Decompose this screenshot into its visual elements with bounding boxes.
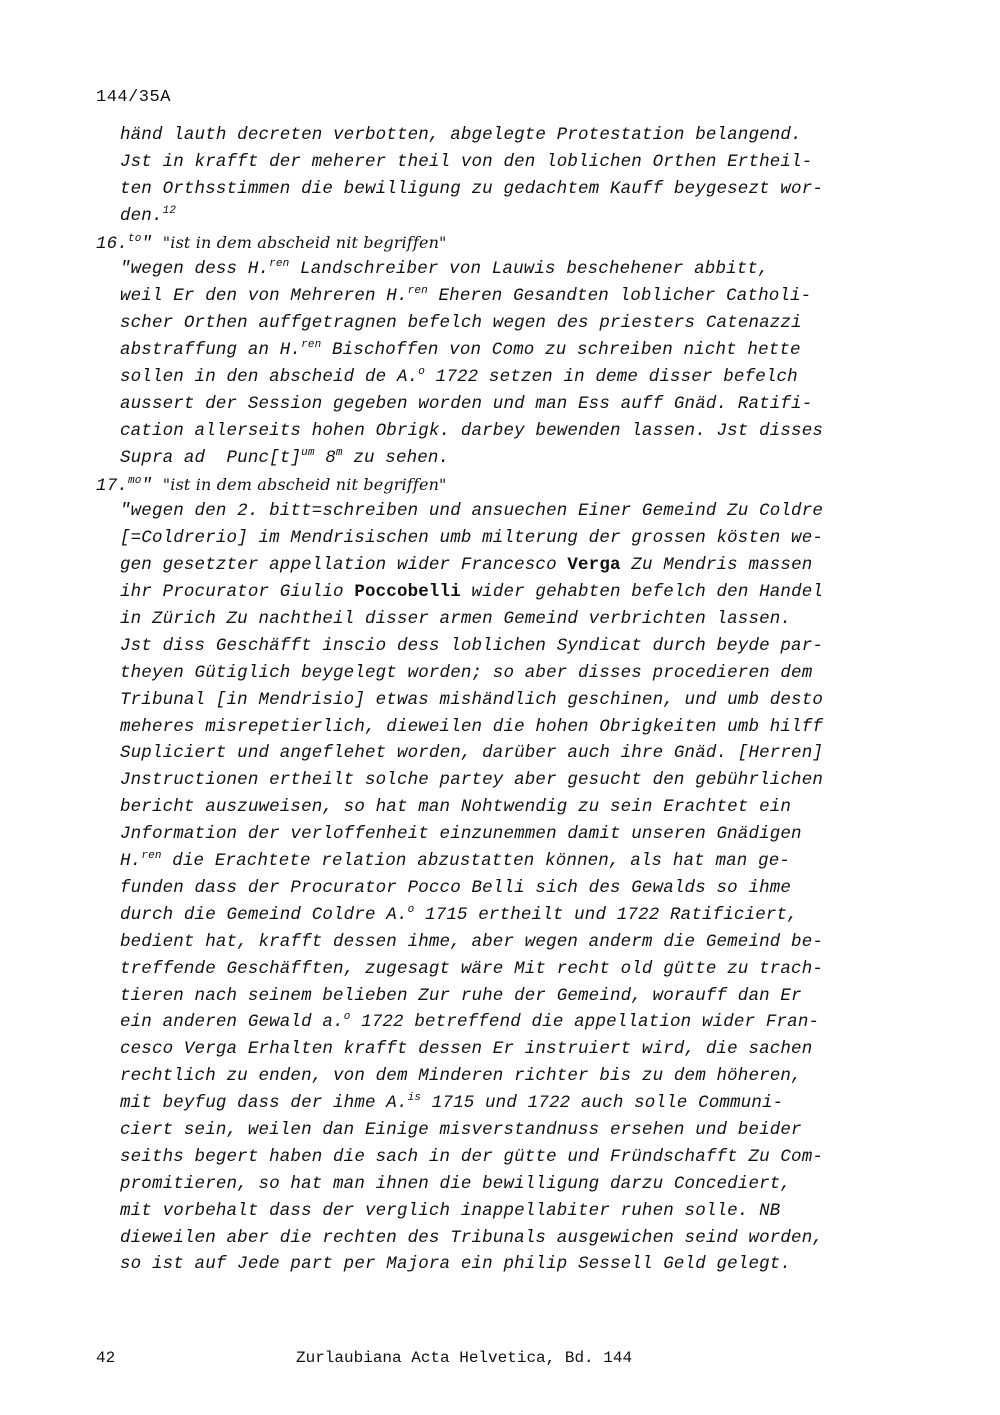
text-fragment: Zu Mendris massen [620,555,813,576]
text-fragment: weil Er den von Mehreren H. [120,286,408,307]
text-fragment: ihr Procurator Giulio [120,582,355,603]
text-line: seiths begert haben die sach in der gütte und Fründschafft Zu Com- [120,1146,824,1167]
text-line [120,848,860,875]
text-line: [=Coldrerio] im Mendrisischen umb milterung der grossen kösten we- [120,528,824,549]
text-fragment: den. [120,205,163,226]
text-line: scher Orthen auffgetragnen befelch wegen des priesters Catenazzi [120,313,802,334]
text-line: theyen Gütiglich beygelegt worden; so aber disses procedieren dem [120,662,813,683]
item-number: 17. [96,475,128,496]
text-line: Jst diss Geschäfft inscio dess loblichen Syndicat durch beyde par- [120,635,824,656]
text-line: cation allerseits hohen Obrigk. darbey bewenden lassen. Jst disses [120,420,824,441]
item-number: 16. [96,233,128,254]
superscript: o [343,1011,351,1024]
text-line [120,902,860,929]
text-line: so ist auf Jede part per Majora ein philip Sessell Geld gelegt. [120,1254,792,1275]
text-line: "wegen den 2. bitt=schreiben und ansuechen Einer Gemeind Zu Coldre [120,501,824,522]
text-line: ten Orthsstimmen die bewilligung zu gedachtem Kauff beygesezt wor- [120,178,824,199]
text-line: promitieren, so hat man ihnen die bewilligung darzu Concediert, [120,1173,792,1194]
text-fragment: wider gehabten befelch den Handel [460,582,824,603]
text-line [120,283,860,310]
item-16-heading [96,230,860,257]
text-line [120,1009,860,1036]
text-line: Jnstructionen ertheilt solche partey aber gesucht den gebührlichen [120,770,824,791]
text-fragment: gen gesetzter appellation wider Francesco [120,555,568,576]
text-fragment: "wegen dess H. [120,259,270,280]
text-line: tieren nach seinem belieben Zur ruhe der Gemeind, worauff dan Er [120,985,802,1006]
text-fragment: Supra ad Punc[t] [120,447,302,468]
text-line [120,256,860,283]
bold-name: Verga [567,555,621,576]
text-fragment: Bischoffen von Como zu schreiben nicht hette [321,340,801,361]
page-number: 42 [96,1349,116,1367]
text-line: händ lauth decreten verbotten, abgelegte Protestation belangend. [120,125,802,145]
document-body [96,122,860,1278]
superscript: ren [407,285,428,298]
text-line [120,203,860,230]
superscript: um [301,446,315,459]
text-fragment: die Erachtete relation abzustatten können, als hat man ge- [161,851,791,872]
ordinal-suffix: mo [127,474,142,487]
text-fragment: 8 [314,447,336,468]
text-line: in Zürich Zu nachtheil disser armen Gemeind verbrichten lassen. [120,609,792,630]
ordinal-suffix: to [127,232,142,245]
item-17-heading [96,472,860,499]
journal-title: Zurlaubiana Acta Helvetica, Bd. 144 [296,1349,633,1367]
handwritten-note: "ist in dem abscheid nit begriffen" [162,232,447,252]
text-line: aussert der Session gegeben worden und man Ess auff Gnäd. Ratifi- [120,393,813,414]
text-line [120,445,860,472]
quote-mark: " [141,475,163,496]
text-line: bericht auszuweisen, so hat man Nohtwendig zu sein Erachtet ein [120,797,792,818]
text-fragment: sollen in den abscheid de A. [120,367,419,388]
text-line [120,579,860,606]
text-line [120,364,860,391]
text-fragment: 1722 betreffend die appellation wider Fran- [350,1012,820,1033]
text-line: meheres misrepetierlich, dieweilen die hohen Obrigkeiten umb hilff [120,716,824,737]
superscript: o [418,366,426,379]
text-fragment: H. [120,851,142,872]
text-fragment: Landschreiber von Lauwis beschehener abbitt, [289,259,769,280]
superscript: o [407,903,415,916]
text-line [120,337,860,364]
text-line: funden dass der Procurator Pocco Belli sich des Gewalds so ihme [120,877,792,898]
text-line: Jst in krafft der meherer theil von den loblichen Orthen Ertheil- [120,151,813,172]
handwritten-note: "ist in dem abscheid nit begriffen" [162,474,447,494]
superscript: ren [301,339,322,352]
text-line: bedient hat, krafft dessen ihme, aber wegen anderm die Gemeind be- [120,931,824,952]
text-line: rechtlich zu enden, von dem Minderen richter bis zu dem höheren, [120,1066,802,1087]
text-line: Supliciert und angeflehet worden, darüber auch ihre Gnäd. [Herren] [120,743,824,764]
text-fragment: 1715 ertheilt und 1722 Ratificiert, [414,904,798,925]
text-line: Tribunal [in Mendrisio] etwas mishändlich geschinen, und umb desto [120,689,824,710]
text-fragment: Eheren Gesandten loblicher Catholi- [427,286,812,307]
text-fragment: ein anderen Gewald a. [120,1012,344,1033]
text-line: treffende Geschäfften, zugesagt wäre Mit recht old gütte zu trach- [120,958,824,979]
document-id: 144/35A [96,88,171,107]
text-line [120,1090,860,1117]
superscript: is [407,1092,422,1105]
footnote-ref: 12 [162,204,177,217]
text-fragment: abstraffung an H. [120,340,302,361]
text-line: cesco Verga Erhalten krafft dessen Er instruiert wird, die sachen [120,1039,813,1060]
text-line: dieweilen aber die rechten des Tribunals ausgewichen seind worden, [120,1227,824,1248]
text-fragment: 1715 und 1722 auch solle Communi- [421,1093,784,1114]
bold-name: Poccobelli [354,582,461,603]
text-line: Jnformation der verloffenheit einzunemmen damit unseren Gnädigen [120,824,802,845]
superscript: m [335,446,343,459]
quote-mark: " [141,233,163,254]
text-fragment: mit beyfug dass der ihme A. [120,1093,408,1114]
text-line [120,552,860,579]
superscript: ren [269,258,290,271]
text-fragment: 1722 setzen in deme disser befelch [425,367,798,388]
text-fragment: durch die Gemeind Coldre A. [120,904,408,925]
text-line: mit vorbehalt dass der verglich inappellabiter ruhen solle. NB [120,1200,781,1221]
text-line: ciert sein, weilen dan Einige misverstandnuss ersehen und beider [120,1119,802,1140]
superscript: ren [141,850,162,863]
text-fragment: zu sehen. [342,447,450,468]
